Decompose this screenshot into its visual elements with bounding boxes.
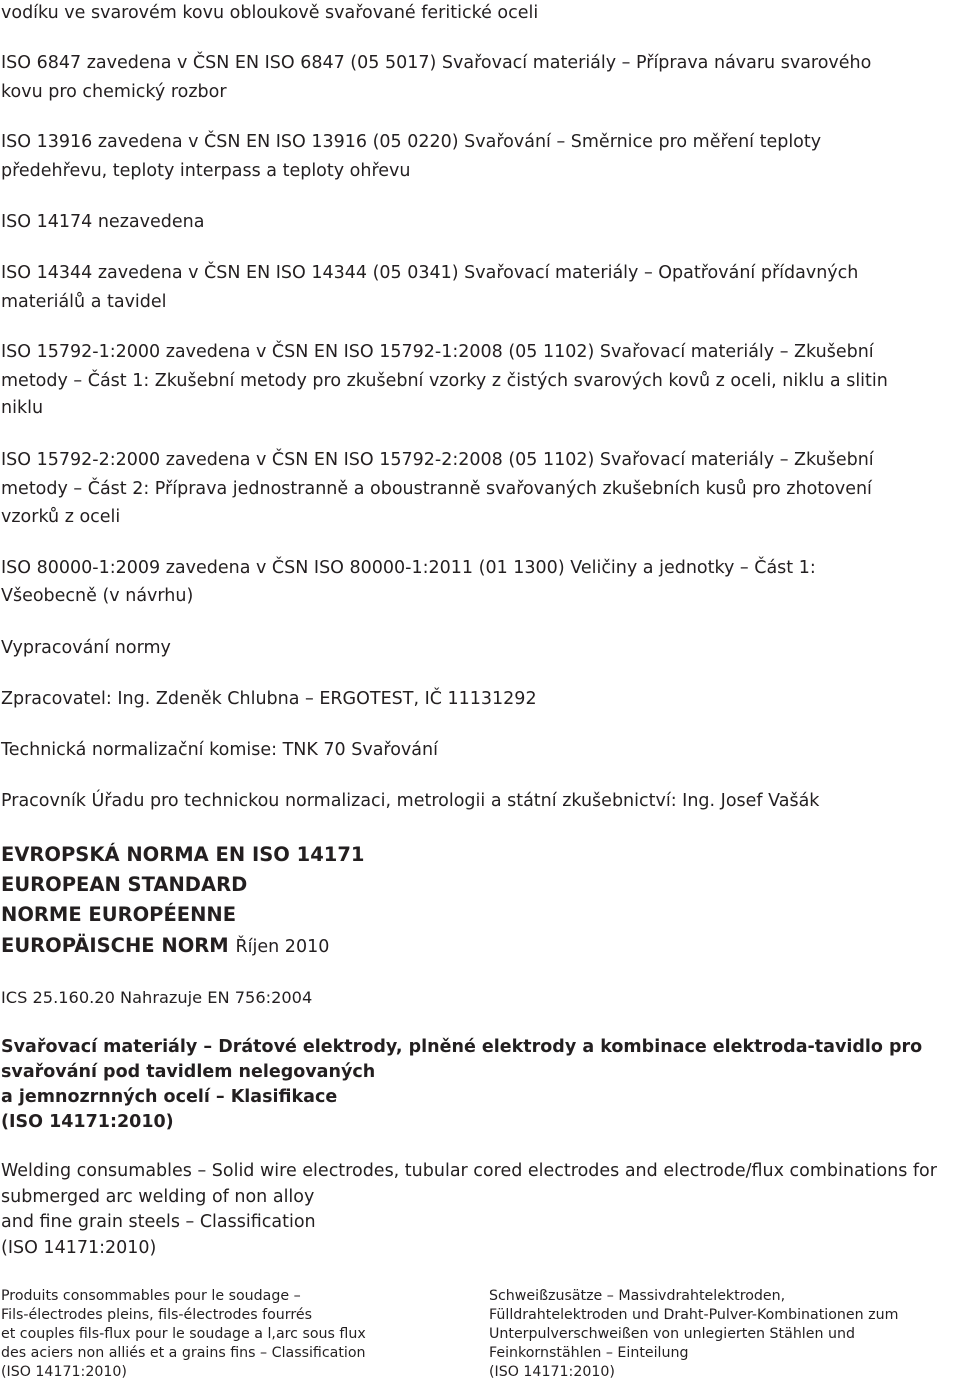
title-fr-line: Fils-électrodes pleins, fils-électrodes fourrés [1, 1307, 313, 1323]
title-fr-line: des aciers non alliés et a grains fins – Classification [1, 1345, 366, 1361]
reference-iso-13916: ISO 13916 zavedena v ČSN EN ISO 13916 (05 0220) Svařování – Směrnice pro měření teploty [1, 132, 822, 152]
standard-title-cs: EVROPSKÁ NORMA EN ISO 14171 [1, 843, 365, 866]
committee-line: Technická normalizační komise: TNK 70 Svařování [1, 740, 438, 760]
reference-iso-15792-1-cont: metody – Část 1: Zkušební metody pro zkušební vzorky z čistých svarových kovů z oceli, niklu a slitin [1, 371, 888, 391]
title-de-line: (ISO 14171:2010) [489, 1364, 615, 1380]
title-cs-line: svařování pod tavidlem nelegovaných [1, 1062, 376, 1082]
title-fr-line: (ISO 14171:2010) [1, 1364, 127, 1380]
text-line: vodíku ve svarovém kovu obloukově svařované feritické oceli [1, 3, 539, 23]
title-en-line: and fine grain steels – Classification [1, 1212, 316, 1232]
title-cs-line: Svařovací materiály – Drátové elektrody, plněné elektrody a kombinace elektroda-tavidlo pro [1, 1037, 923, 1057]
title-cs-line: (ISO 14171:2010) [1, 1112, 174, 1132]
title-en-line: Welding consumables – Solid wire electrodes, tubular cored electrodes and electrode/flux combinations for [1, 1161, 937, 1181]
title-cs-line: a jemnozrnných ocelí – Klasifikace [1, 1087, 338, 1107]
title-fr-line: et couples fils-flux pour le soudage a l,arc sous flux [1, 1326, 366, 1342]
section-heading: Vypracování normy [1, 638, 171, 658]
reference-iso-15792-1: ISO 15792-1:2000 zavedena v ČSN EN ISO 15792-1:2008 (05 1102) Svařovací materiály – Zkušební [1, 342, 874, 362]
title-en-line: submerged arc welding of non alloy [1, 1187, 315, 1207]
reference-iso-14344-cont: materiálů a tavidel [1, 292, 167, 312]
officer-line: Pracovník Úřadu pro technickou normalizaci, metrologii a státní zkušebnictví: Ing. Josef Vašák [1, 791, 820, 811]
reference-iso-13916-cont: předehřevu, teploty interpass a teploty ohřevu [1, 161, 411, 181]
reference-iso-15792-2-cont2: vzorků z oceli [1, 507, 121, 527]
standard-title-fr: NORME EUROPÉENNE [1, 903, 237, 926]
title-fr-line: Produits consommables pour le soudage – [1, 1288, 301, 1304]
title-de-line: Fülldrahtelektroden und Draht-Pulver-Kombinationen zum [489, 1307, 899, 1323]
reference-iso-80000: ISO 80000-1:2009 zavedena v ČSN ISO 80000-1:2011 (01 1300) Veličiny a jednotky – Část 1: [1, 558, 816, 578]
reference-iso-15792-2: ISO 15792-2:2000 zavedena v ČSN EN ISO 15792-2:2008 (05 1102) Svařovací materiály – Zkušební [1, 450, 874, 470]
title-en-line: (ISO 14171:2010) [1, 1238, 157, 1258]
title-de-line: Schweißzusätze – Massivdrahtelektroden, [489, 1288, 786, 1304]
title-de-line: Feinkornstählen – Einteilung [489, 1345, 689, 1361]
reference-iso-14174: ISO 14174 nezavedena [1, 212, 205, 232]
title-de-line: Unterpulverschweißen von unlegierten Stählen und [489, 1326, 855, 1342]
reference-iso-6847: ISO 6847 zavedena v ČSN EN ISO 6847 (05 5017) Svařovací materiály – Příprava návaru svarového [1, 53, 872, 73]
reference-iso-6847-cont: kovu pro chemický rozbor [1, 82, 227, 102]
standard-title-de [1, 934, 329, 959]
issue-date: Říjen 2010 [235, 937, 330, 957]
reference-iso-15792-2-cont: metody – Část 2: Příprava jednostranně a oboustranně svařovaných zkušebních kusů pro zhotovení [1, 479, 872, 499]
standard-title-en: EUROPEAN STANDARD [1, 873, 248, 896]
reference-iso-80000-cont: Všeobecně (v návrhu) [1, 586, 194, 606]
ics-line: ICS 25.160.20 Nahrazuje EN 756:2004 [1, 988, 313, 1007]
standard-title-de-text: EUROPÄISCHE NORM [1, 934, 229, 957]
reference-iso-15792-1-cont2: niklu [1, 398, 44, 418]
processor-line: Zpracovatel: Ing. Zdeněk Chlubna – ERGOTEST, IČ 11131292 [1, 689, 537, 709]
reference-iso-14344: ISO 14344 zavedena v ČSN EN ISO 14344 (05 0341) Svařovací materiály – Opatřování přídavných [1, 263, 859, 283]
